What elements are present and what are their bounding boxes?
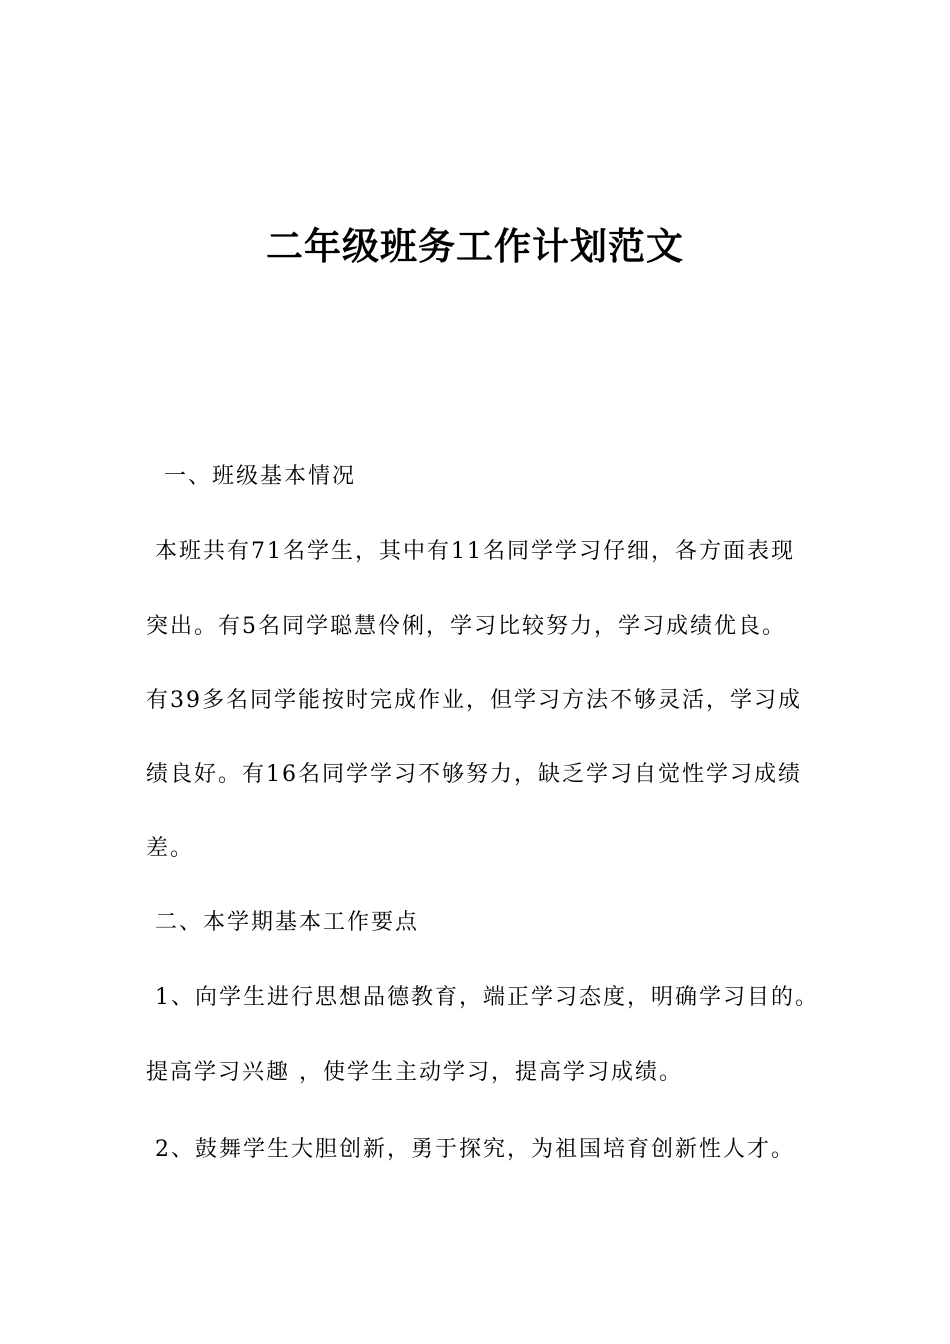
section-heading-1: 一、班级基本情况 xyxy=(146,464,356,489)
list-item-line: 1、向学生进行思想品德教育，端正学习态度，明确学习目的。 xyxy=(146,985,819,1010)
paragraph-line: 有39多名同学能按时完成作业，但学习方法不够灵活，学习成 xyxy=(146,688,802,713)
paragraph-line: 差。 xyxy=(146,836,195,861)
paragraph-line: 绩良好。有16名同学学习不够努力，缺乏学习自觉性学习成绩 xyxy=(146,762,802,787)
section-heading-2: 二、本学期基本工作要点 xyxy=(146,910,419,935)
paragraph-line: 本班共有71名学生，其中有11名同学学习仔细，各方面表现 xyxy=(146,539,795,564)
list-item-line: 提高学习兴趣 ，使学生主动学习，提高学习成绩。 xyxy=(146,1060,683,1085)
document-title: 二年级班务工作计划范文 xyxy=(266,225,684,268)
paragraph-line: 突出。有5名同学聪慧伶俐，学习比较努力，学习成绩优良。 xyxy=(146,614,786,639)
list-item-line: 2、鼓舞学生大胆创新，勇于探究，为祖国培育创新性人才。 xyxy=(146,1137,795,1162)
